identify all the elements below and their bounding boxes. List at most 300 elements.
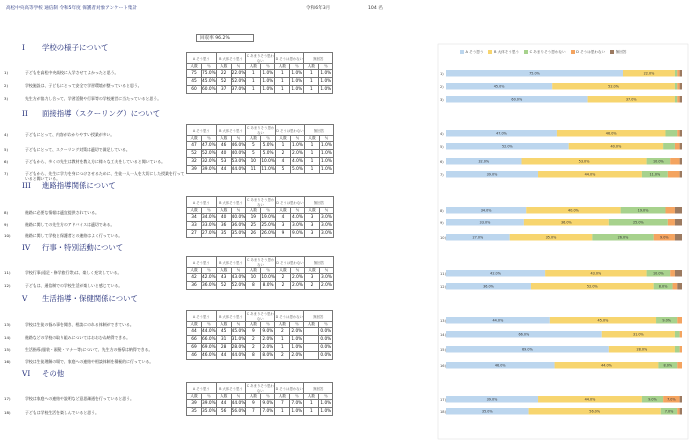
table-row: [187, 352, 333, 360]
table-cell: 19: [246, 214, 261, 222]
data-label: 52.0%: [501, 144, 513, 149]
column-header: D そうは思わない: [275, 383, 304, 394]
page-title: 高松中央高等学校 通信制 令和5年度 保護者対象アンケート集計: [6, 6, 138, 11]
data-label: 42.0%: [490, 271, 501, 276]
bar-segment-C: [675, 346, 680, 353]
data-label: 46.0%: [605, 131, 617, 136]
sub-header: 人数: [187, 268, 202, 274]
table-cell: 27.0%: [202, 231, 216, 236]
data-label: 25.0%: [632, 220, 644, 225]
section-number: II: [22, 109, 28, 118]
question-item: [4, 335, 186, 340]
bar-segment-N: [675, 234, 682, 241]
bar-label: 12): [440, 285, 446, 289]
table-cell: 2.0%: [262, 337, 274, 342]
table-cell: 60: [187, 86, 202, 94]
table-cell: 1.0%: [320, 409, 332, 414]
sub-header: ％: [231, 322, 246, 328]
bar-segment-N: [680, 171, 682, 178]
question-number: 16): [4, 359, 11, 364]
section-heading: [22, 108, 160, 119]
sub-header: ％: [290, 394, 304, 400]
table-cell: 3: [304, 230, 319, 238]
column-header: C あまりそう思わない: [247, 126, 275, 135]
table-cell: 2: [275, 352, 290, 360]
question-text: 子どもから、多くの先生は教材を教え方に様々な工夫をしていると聞いている。: [25, 159, 166, 164]
column-header: B 大体そう思う: [216, 257, 246, 268]
column-header: 無回答: [304, 53, 333, 64]
data-label: 35.0%: [481, 409, 493, 414]
sub-header: 人数: [246, 64, 261, 70]
data-label: 28.0%: [636, 347, 648, 352]
table-cell: 1: [304, 166, 319, 174]
question-text: 子どもは学校生活を楽しんでいると思う。: [25, 410, 99, 415]
question-number: 15): [4, 347, 11, 352]
question-item: [4, 210, 186, 215]
question-text: 子どもにとって、内容がわかりやすい授業が多い。: [25, 132, 115, 137]
question-number: 6): [4, 159, 8, 164]
data-label: 44.0%: [584, 397, 596, 402]
table-cell: 37: [216, 86, 231, 94]
data-label: 46.0%: [494, 363, 506, 368]
section-title: 行事・特別活動について: [42, 243, 124, 252]
question-text: 子どもを高松中央高校に入学させてよかったと思う。: [25, 70, 119, 75]
chart-frame: [438, 44, 688, 439]
table-row: [187, 158, 334, 166]
table-cell: 1.0%: [291, 345, 303, 350]
table-cell: 1: [304, 408, 319, 416]
table-cell: 10: [246, 274, 261, 282]
table-cell: 52: [216, 282, 231, 290]
table-cell: 1: [275, 78, 290, 86]
column-header: D そうは思わない: [275, 53, 304, 64]
table-cell: 1: [275, 86, 290, 94]
survey-date: 令和6年3月: [306, 6, 331, 11]
table-cell: 5.0%: [262, 151, 274, 156]
table-cell: 56.0%: [231, 409, 246, 414]
table-cell: 1.0%: [321, 159, 332, 164]
data-label: 37.0%: [625, 97, 637, 102]
data-label: 8.0%: [658, 284, 668, 289]
sub-header: 人数: [187, 136, 202, 142]
table-cell: [304, 344, 319, 352]
data-label: 53.0%: [578, 159, 590, 164]
table-cell: 26.0%: [261, 231, 275, 236]
table-cell: 53: [216, 158, 231, 166]
table-cell: 75.0%: [202, 71, 216, 76]
table-cell: 8: [246, 352, 261, 360]
table-cell: 1: [304, 400, 319, 408]
sub-header: 人数: [304, 64, 319, 70]
sub-header: 人数: [304, 136, 319, 142]
sub-header: 人数: [216, 394, 231, 400]
sub-header: ％: [202, 394, 217, 400]
question-text: 学校は家庭への連絡や説明など意思疎通を行っていると思う。: [25, 396, 134, 401]
sub-header: ％: [261, 268, 276, 274]
table-cell: 3: [304, 222, 319, 230]
table-cell: 1: [246, 70, 261, 78]
question-number: 14): [4, 335, 11, 340]
column-header: B 大体そう思う: [216, 311, 246, 322]
table-cell: 8: [246, 282, 261, 290]
table-cell: 31: [216, 336, 231, 344]
table-cell: 52.0%: [231, 283, 246, 288]
column-header: D そうは思わない: [275, 257, 304, 268]
table-cell: 4: [275, 214, 290, 222]
question-number: 7): [4, 171, 8, 176]
sub-header: 人数: [275, 136, 290, 142]
table-cell: 22: [216, 70, 231, 78]
table-cell: 33.0%: [202, 223, 216, 228]
table-cell: 52: [187, 150, 202, 158]
sub-header: 人数: [246, 208, 261, 214]
sub-header: 人数: [275, 322, 290, 328]
table-cell: 45.0%: [202, 79, 216, 84]
sub-header: ％: [319, 136, 333, 142]
table-cell: 9.0%: [292, 231, 303, 236]
table-cell: 3.0%: [321, 275, 332, 280]
table-cell: 2: [275, 282, 290, 290]
data-label: 9.0%: [659, 235, 669, 240]
table-cell: 22.0%: [231, 71, 246, 76]
data-label: 66.0%: [518, 332, 530, 337]
column-header: B 大体そう思う: [216, 383, 246, 394]
table-cell: 2.0%: [262, 345, 274, 350]
data-label: 32.0%: [478, 159, 490, 164]
sub-header: 人数: [216, 136, 231, 142]
table-cell: 7.0%: [262, 409, 274, 414]
table-cell: 2.0%: [292, 283, 303, 288]
sub-header: 人数: [246, 394, 261, 400]
question-number: 12): [4, 283, 11, 288]
table-cell: 66.0%: [202, 337, 216, 342]
table-cell: 36: [216, 222, 231, 230]
table-row: [187, 142, 334, 150]
section-number: VI: [22, 369, 31, 378]
table-cell: 4: [275, 158, 290, 166]
bar-segment-D: [677, 317, 682, 324]
sub-header: 人数: [304, 268, 319, 274]
data-label: 8.0%: [663, 363, 673, 368]
data-label: 40.0%: [610, 144, 622, 149]
data-label: 39.0%: [486, 397, 498, 402]
data-label: 35.0%: [545, 235, 557, 240]
question-text: 学校は生徒の悩み事を聞き、相談にのれる体制ができている。: [25, 322, 134, 327]
table-cell: 1.0%: [262, 87, 274, 92]
legend-label: 無回答: [615, 50, 627, 54]
table-cell: 34.0%: [202, 215, 216, 220]
bar-segment-N: [677, 283, 682, 290]
table-cell: 1: [304, 142, 319, 150]
table-cell: 9.0%: [262, 329, 274, 334]
table-cell: 11: [246, 166, 261, 174]
results-table: [186, 256, 334, 290]
column-header: D そうは思わない: [275, 311, 304, 322]
table-cell: 3.0%: [321, 231, 332, 236]
table-cell: 1: [275, 142, 290, 150]
bar-segment-N: [680, 96, 682, 103]
table-cell: 28.0%: [231, 345, 246, 350]
column-header: A そう思う: [187, 197, 217, 208]
table-cell: 35: [187, 408, 202, 416]
table-cell: 44: [216, 352, 231, 360]
column-header: D そうは思わない: [275, 125, 304, 136]
table-row: [187, 150, 334, 158]
table-cell: 7: [275, 400, 290, 408]
bar-segment-N: [680, 83, 682, 90]
results-table: [186, 124, 334, 174]
respondent-count: 104 名: [368, 6, 383, 11]
table-cell: 2: [275, 150, 290, 158]
section-heading: [22, 242, 123, 253]
question-text: 進路に関して学校と保護者との連絡はよく行っている。: [25, 233, 123, 238]
table-row: [187, 166, 334, 174]
question-item: [4, 233, 186, 238]
bar-label: 2): [440, 85, 444, 89]
table-cell: 3: [275, 222, 290, 230]
table-cell: 46.0%: [202, 353, 216, 358]
table-cell: 1: [275, 344, 290, 352]
section-heading: [22, 293, 138, 304]
column-header: C あまりそう思わない: [247, 198, 275, 207]
table-cell: 2: [275, 274, 290, 282]
data-label: 36.0%: [483, 284, 494, 289]
table-cell: 2: [246, 336, 261, 344]
table-cell: 5: [275, 166, 290, 174]
response-rate: 回収率 96.2%: [196, 34, 254, 42]
table-cell: 1.0%: [321, 143, 332, 148]
data-label: 44.0%: [584, 172, 596, 177]
bar-label: 11): [440, 272, 446, 276]
table-cell: 3: [304, 274, 319, 282]
question-item: [4, 132, 186, 137]
question-number: 3): [4, 96, 8, 101]
table-cell: 2: [304, 282, 319, 290]
data-label: 75.0%: [529, 71, 540, 76]
column-header: A そう思う: [187, 311, 217, 322]
bar-segment-C: [675, 331, 680, 338]
bar-segment-C: [675, 70, 677, 77]
sub-header: ％: [202, 208, 217, 214]
table-cell: 31.0%: [231, 337, 246, 342]
table-cell: 44: [187, 328, 202, 336]
legend-label: C あまりそう思わない: [529, 50, 566, 54]
table-cell: 2.0%: [291, 353, 303, 358]
sub-header: 人数: [246, 268, 261, 274]
sub-header: ％: [319, 64, 333, 70]
table-cell: 1: [246, 78, 261, 86]
table-cell: 2: [275, 328, 290, 336]
sub-header: 人数: [187, 64, 202, 70]
question-item: [4, 283, 186, 288]
question-item: [4, 83, 186, 88]
sub-header: 人数: [275, 394, 290, 400]
bar-segment-N: [675, 270, 682, 277]
sub-header: ％: [231, 208, 246, 214]
table-row: [187, 230, 334, 238]
data-label: 52.0%: [586, 284, 598, 289]
table-cell: 27: [187, 230, 202, 238]
table-cell: 52.0%: [202, 151, 216, 156]
table-cell: 44.0%: [231, 401, 246, 406]
question-number: 1): [4, 70, 8, 75]
table-cell: 45: [216, 328, 231, 336]
question-item: [4, 396, 186, 401]
table-cell: 2.0%: [292, 275, 303, 280]
question-number: 18): [4, 410, 11, 415]
table-cell: 44: [216, 400, 231, 408]
column-header: B 大体そう思う: [216, 53, 246, 64]
sub-header: 人数: [246, 136, 261, 142]
sub-header: ％: [231, 136, 246, 142]
table-cell: 9: [275, 230, 290, 238]
bar-label: 5): [440, 145, 444, 149]
question-item: [4, 222, 186, 227]
table-cell: 52.0%: [231, 79, 246, 84]
table-cell: 1: [304, 150, 319, 158]
sub-header: ％: [290, 208, 304, 214]
data-label: 40.0%: [568, 208, 579, 213]
column-header: A そう思う: [187, 383, 217, 394]
question-item: [4, 147, 186, 152]
table-row: [187, 336, 333, 344]
question-number: 11): [4, 270, 11, 275]
sub-header: ％: [290, 64, 304, 70]
question-text: 学校行事(遠足・修学旅行等)は、楽しく充実している。: [25, 270, 122, 275]
section-title: その他: [42, 369, 65, 378]
table-cell: 1.0%: [320, 87, 332, 92]
section-title: 進路指導関係について: [42, 181, 116, 190]
question-item: [4, 96, 186, 101]
section-heading: [22, 368, 64, 379]
question-item: [4, 347, 186, 352]
table-cell: 1.0%: [321, 167, 332, 172]
bar-label: 6): [440, 160, 444, 164]
data-label: 69.0%: [522, 347, 533, 352]
table-cell: 1.0%: [320, 71, 332, 76]
sub-header: ％: [202, 136, 217, 142]
table-row: [187, 408, 333, 416]
table-cell: 35.0%: [231, 231, 246, 236]
column-header: 無回答: [304, 125, 333, 136]
table-cell: 32: [187, 158, 202, 166]
sub-header: ％: [231, 268, 246, 274]
column-header: 無回答: [304, 383, 333, 394]
bar-segment-D: [670, 270, 675, 277]
sub-header: ％: [319, 268, 333, 274]
table-cell: 4.0%: [292, 215, 303, 220]
section-heading: [22, 180, 116, 191]
sub-header: ％: [261, 394, 275, 400]
section-heading: [22, 42, 108, 53]
bar-segment-D: [668, 171, 680, 178]
sub-header: ％: [231, 64, 246, 70]
question-number: 8): [4, 210, 8, 215]
table-cell: 4.0%: [292, 159, 303, 164]
bar-segment-N: [675, 207, 682, 214]
table-cell: 3: [304, 214, 319, 222]
table-cell: 5: [246, 150, 261, 158]
sub-header: 人数: [304, 394, 319, 400]
question-number: 9): [4, 222, 8, 227]
data-label: 44.0%: [492, 318, 504, 323]
data-label: 26.0%: [617, 235, 629, 240]
sub-header: 人数: [187, 394, 202, 400]
section-title: 学校の様子について: [42, 43, 109, 52]
table-cell: 1: [275, 408, 290, 416]
table-row: [187, 274, 334, 282]
question-number: 17): [4, 396, 11, 401]
column-header: 無回答: [304, 197, 333, 208]
bar-segment-D: [670, 158, 679, 165]
table-cell: 1: [275, 336, 290, 344]
sub-header: 人数: [216, 208, 231, 214]
sub-header: 人数: [246, 322, 261, 328]
table-cell: 1.0%: [262, 71, 274, 76]
table-cell: 1: [304, 70, 319, 78]
sub-header: ％: [290, 268, 304, 274]
table-cell: 1.0%: [291, 337, 303, 342]
table-cell: [304, 336, 319, 344]
question-text: 子どもから、先生に学力を身につけさせるために、生徒一人一人を大切にした授業を行っていると聞いている。: [25, 171, 185, 181]
bar-segment-D: [668, 219, 675, 226]
column-header: C あまりそう思わない: [246, 54, 274, 63]
table-cell: 0.0%: [320, 329, 332, 334]
question-text: 進路に関しての先生方のアドバイスは適切である。: [25, 222, 115, 227]
table-cell: 10.0%: [261, 159, 275, 164]
table-cell: 39.0%: [202, 167, 216, 172]
table-cell: 9: [246, 328, 261, 336]
column-header: C あまりそう思わない: [247, 258, 275, 267]
table-cell: 5.0%: [292, 167, 303, 172]
table-cell: 10: [246, 158, 261, 166]
table-row: [187, 328, 333, 336]
table-row: [187, 70, 333, 78]
table-cell: [304, 352, 319, 360]
column-header: D そうは思わない: [275, 197, 304, 208]
question-number: 10): [4, 233, 11, 238]
data-label: 10.0%: [653, 159, 664, 164]
column-header: C あまりそう思わない: [246, 312, 274, 321]
table-cell: 46: [187, 352, 202, 360]
table-cell: 44: [216, 166, 231, 174]
bar-segment-D: [680, 346, 682, 353]
bar-label: 17): [440, 398, 446, 402]
table-cell: 36: [187, 282, 202, 290]
column-header: A そう思う: [187, 125, 217, 136]
question-item: [4, 359, 186, 364]
bar-segment-C: [663, 143, 675, 150]
sub-header: ％: [202, 268, 217, 274]
section-number: IV: [22, 243, 31, 252]
table-cell: 1.0%: [262, 79, 274, 84]
table-cell: [304, 328, 319, 336]
results-table: [186, 382, 333, 416]
table-cell: 1.0%: [320, 401, 332, 406]
table-row: [187, 400, 333, 408]
table-cell: 44.0%: [231, 353, 246, 358]
table-cell: 52: [216, 78, 231, 86]
table-cell: 25: [246, 222, 261, 230]
question-number: 2): [4, 83, 8, 88]
table-cell: 7.0%: [291, 401, 303, 406]
bar-segment-D: [677, 130, 679, 137]
sub-header: 人数: [216, 64, 231, 70]
table-cell: 8.0%: [262, 283, 274, 288]
sub-header: 人数: [275, 268, 290, 274]
table-cell: 60.0%: [202, 87, 216, 92]
bar-segment-C: [675, 96, 677, 103]
